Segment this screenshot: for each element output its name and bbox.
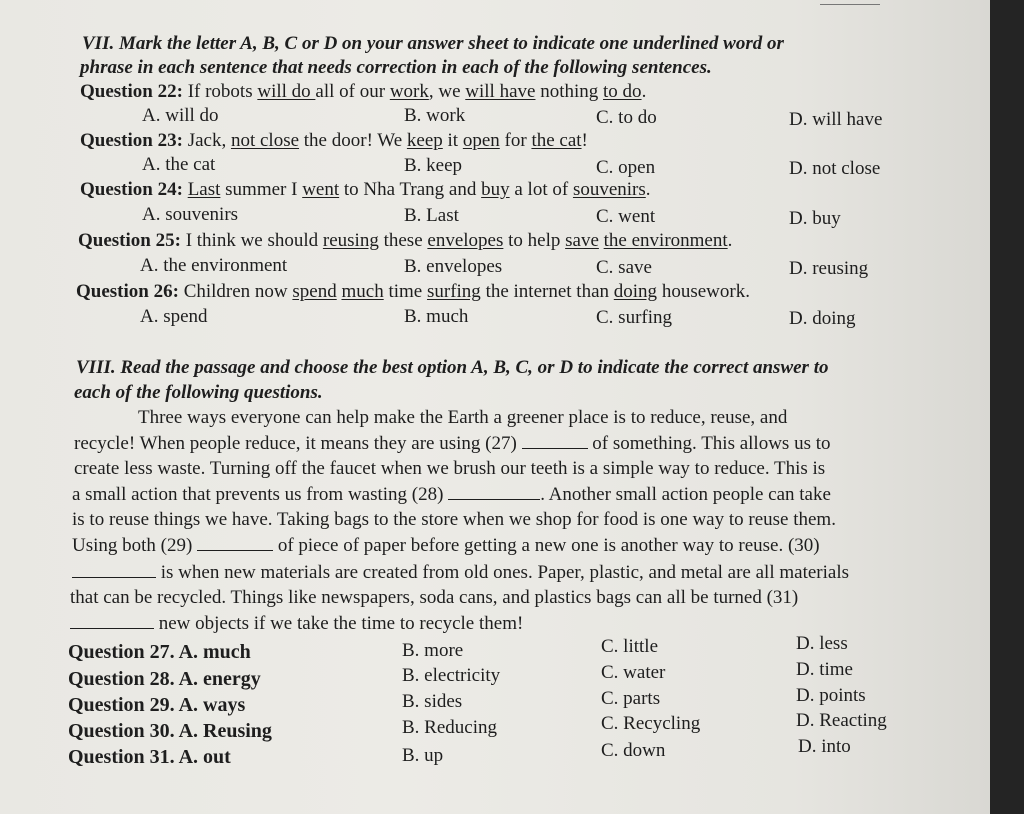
q24-option-a: A. souvenirs — [142, 204, 239, 225]
q25-option-b: B. envelopes — [404, 256, 503, 277]
passage-line-8: that can be recycled. Things like newspapers, soda cans, and plastics bags can all be turned (31) — [70, 587, 799, 608]
question-28-label: Question 28. A. energy — [68, 668, 261, 690]
q23-option-d: D. not close — [789, 158, 881, 179]
q30-option-c: C. Recycling — [601, 713, 701, 734]
q31-option-c: C. down — [601, 740, 666, 761]
passage-line-9: new objects if we take the time to recycle them! — [70, 611, 523, 637]
q26-option-b: B. much — [404, 306, 469, 327]
question-29-label: Question 29. A. ways — [68, 694, 246, 716]
section-viii-heading-line1: VIII. Read the passage and choose the best option A, B, C, or D to indicate the correct answer to — [76, 357, 829, 378]
question-26: Question 26: Children now spend much time surfing the internet than doing housework. — [76, 281, 750, 302]
q25-option-a: A. the environment — [140, 255, 288, 276]
q23-option-c: C. open — [596, 157, 656, 178]
q31-option-d: D. into — [798, 736, 851, 757]
section-vii-heading-line2: phrase in each sentence that needs correction in each of the following sentences. — [80, 57, 712, 78]
background-edge — [990, 0, 1024, 814]
q28-option-b: B. electricity — [402, 665, 501, 686]
question-22: Question 22: If robots will do all of our work, we will have nothing to do. — [80, 81, 647, 102]
q22-option-b: B. work — [404, 105, 466, 126]
question-27-label: Question 27. A. much — [68, 641, 251, 663]
question-23: Question 23: Jack, not close the door! We keep it open for the cat! — [80, 130, 588, 151]
q25-option-d: D. reusing — [789, 258, 869, 279]
q31-option-b: B. up — [402, 745, 444, 766]
section-viii-heading-line2: each of the following questions. — [74, 382, 323, 403]
passage-line-5: is to reuse things we have. Taking bags to the store when we shop for food is one way to reuse them. — [72, 509, 836, 530]
q30-option-d: D. Reacting — [796, 710, 887, 731]
passage-line-2: recycle! When people reduce, it means they are using (27) of something. This allows us to — [74, 433, 831, 454]
q23-option-b: B. keep — [404, 155, 463, 176]
q25-option-c: C. save — [596, 257, 652, 278]
page-top-mark — [820, 0, 880, 5]
q24-option-d: D. buy — [789, 208, 841, 229]
q24-option-b: B. Last — [404, 205, 459, 226]
question-31-label: Question 31. A. out — [68, 746, 231, 768]
q28-option-c: C. water — [601, 662, 666, 683]
question-25: Question 25: I think we should reusing these envelopes to help save the environment. — [78, 230, 733, 251]
q27-option-b: B. more — [402, 640, 464, 661]
q29-option-b: B. sides — [402, 691, 463, 712]
passage-line-4: a small action that prevents us from wasting (28) . Another small action people can take — [72, 484, 831, 505]
q27-option-c: C. little — [601, 636, 658, 657]
q29-option-d: D. points — [796, 685, 866, 706]
q30-option-b: B. Reducing — [402, 717, 497, 738]
q26-option-d: D. doing — [789, 308, 856, 329]
q24-option-c: C. went — [596, 206, 656, 227]
question-30-label: Question 30. A. Reusing — [68, 720, 272, 742]
q22-option-d: D. will have — [789, 109, 883, 130]
passage-line-6: Using both (29) of piece of paper before getting a new one is another way to reuse. (30) — [72, 535, 820, 556]
passage-line-7: is when new materials are created from old ones. Paper, plastic, and metal are all materials — [72, 560, 849, 586]
question-24: Question 24: Last summer I went to Nha Trang and buy a lot of souvenirs. — [80, 179, 651, 200]
q28-option-d: D. time — [796, 659, 853, 680]
q26-option-a: A. spend — [140, 306, 208, 327]
passage-line-3: create less waste. Turning off the faucet when we brush our teeth is a simple way to reduce. This is — [74, 458, 826, 479]
passage-line-1: Three ways everyone can help make the Earth a greener place is to reduce, reuse, and — [138, 407, 788, 428]
q23-option-a: A. the cat — [142, 154, 216, 175]
q29-option-c: C. parts — [601, 688, 661, 709]
q26-option-c: C. surfing — [596, 307, 672, 328]
section-vii-heading-line1: VII. Mark the letter A, B, C or D on your answer sheet to indicate one underlined word or — [82, 33, 784, 54]
q22-option-c: C. to do — [596, 107, 657, 128]
q22-option-a: A. will do — [142, 105, 219, 126]
q27-option-d: D. less — [796, 633, 848, 654]
